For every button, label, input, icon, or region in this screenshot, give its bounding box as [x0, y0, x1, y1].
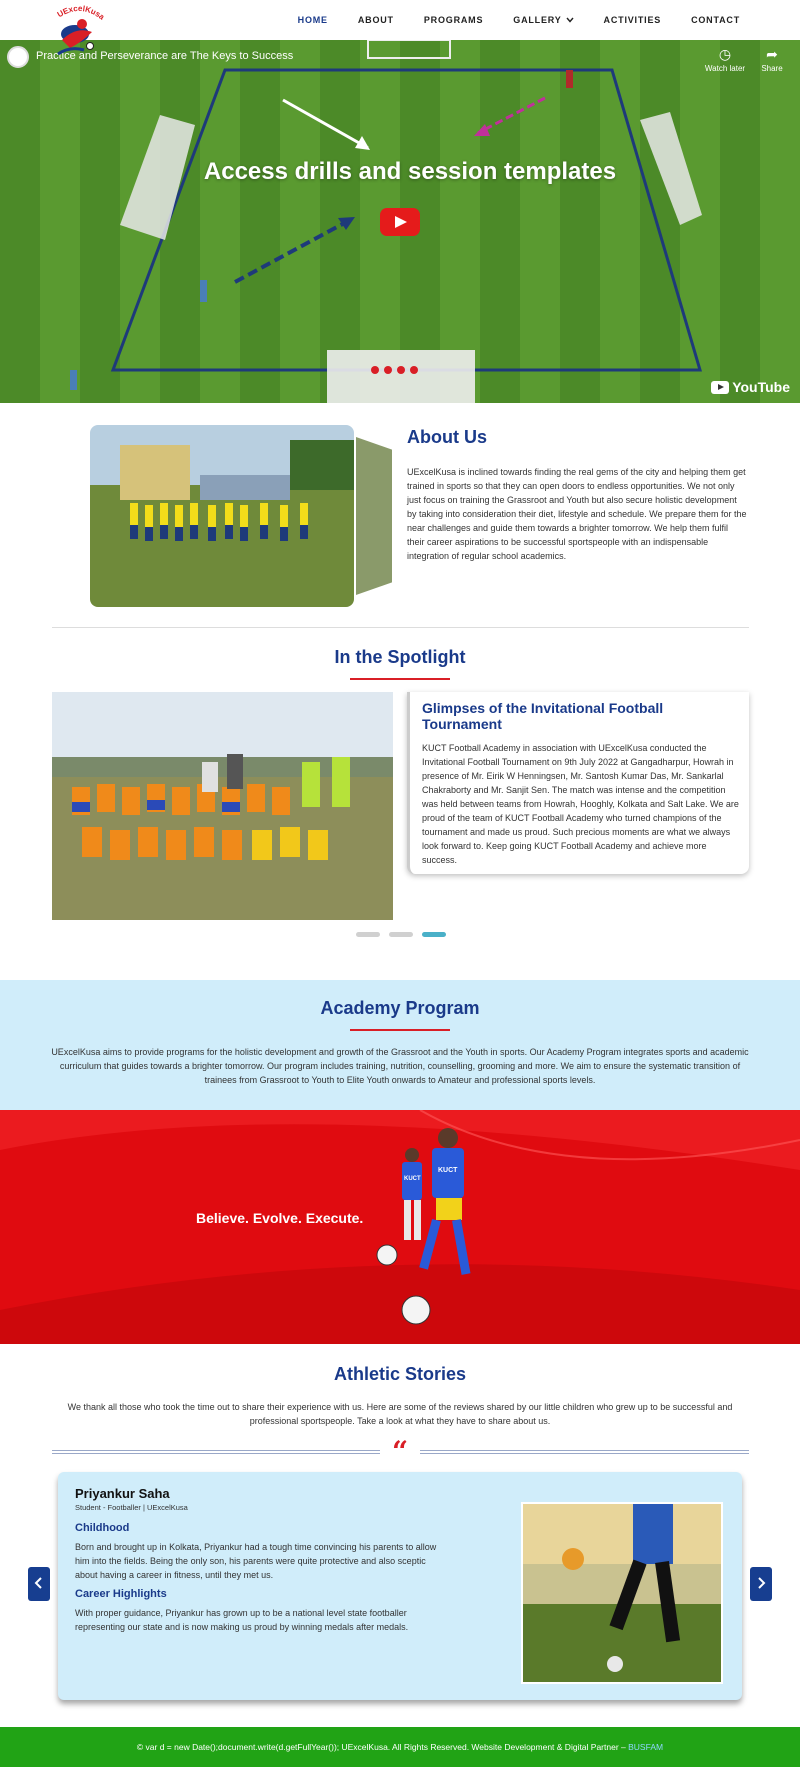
nav-home-label: HOME: [297, 15, 328, 25]
nav-activities[interactable]: [604, 15, 662, 25]
section-divider: [52, 627, 749, 628]
nav-contact[interactable]: [691, 15, 740, 25]
story-section2-text: With proper guidance, Priyankur has grown up to be a national level state footballer representing our state and is now making us proud by winning medals after medals.: [75, 1608, 409, 1632]
academy-heading: Academy Program: [320, 998, 480, 1018]
about-text: UExcelKusa is inclined towards finding the real gems of the city and helping them get trained in sports so that they can open doors to endless opportunities. We not only just focus on training the Grassroot and Youth but also secure holistic development by taking into consideration their diet, lifestyle and schedule. We prepare them for the near challenges and guide them towards a brighter tomorrow. We help them fulfil their career aspirations to be successful sportspeople with an indispensable integration of regular school academics.: [407, 467, 747, 561]
carousel-dots: [356, 932, 446, 937]
spotlight-card-text: KUCT Football Academy in association with UExcelKusa conducted the Invitational Football Tournament on 9th July 2022 at Gangadharpur, Howrah in presence of Mr. Eirik W Henningsen, Mr. Santosh Kumar Das, Mr. Sankarlal Chakraborty and Mr. Sanjit Sen. The match was intense and the competition was held between teams from Howrah, Hooghly, Kolkata and Salt Lake. We are proud of the team of KUCT Football Academy who turned champions of the tournament and made us proud. Such precious moments are what we always look forward to. Keep going KUCT Football Academy and achieve more success.: [422, 743, 739, 865]
nav-activities-label: ACTIVITIES: [603, 15, 662, 25]
story-card: [58, 1472, 742, 1700]
spotlight-underline: [350, 678, 450, 680]
spotlight-heading: In the Spotlight: [334, 647, 466, 667]
about-photo: [90, 425, 354, 607]
partner-link[interactable]: BUSFAM: [628, 1742, 664, 1752]
chevron-down-icon: [566, 15, 574, 25]
youtube-icon: [711, 381, 729, 394]
academy-underline: [350, 1029, 450, 1031]
about-photo-next: [356, 437, 392, 595]
play-button[interactable]: [380, 208, 420, 236]
share-button[interactable]: [742, 46, 800, 73]
story-section2-title: Career Highlights: [75, 1588, 167, 1600]
top-navbar: [0, 0, 800, 40]
stories-intro: We thank all those who took the time out to share their experience with us. Here are some of the reviews shared by our little children who grew up to be successful and professional sportspeople. Take a look at what they have to share about us.: [67, 1402, 733, 1426]
academy-text: UExcelKusa aims to provide programs for the holistic development and growth of the Grassroot and the Youth in sports. Our Academy Program integrates sports and academic curriculum that guides towards a brighter tomorrow. Our program includes training, nutrition, counselling, grooming and more. We aim to ensure the systematic transition of trainees from Grassroot to Youth to Elite Youth onwards to Amateur and professional sports levels.: [51, 1047, 749, 1085]
quote-rule-left: [52, 1450, 380, 1454]
carousel-dot-1[interactable]: [356, 932, 380, 937]
nav-contact-label: CONTACT: [691, 15, 740, 25]
jersey-text-big: KUCT: [438, 1167, 458, 1174]
share-icon: ➦: [766, 46, 778, 62]
nav-about[interactable]: [358, 15, 394, 25]
motto-banner: [0, 1110, 800, 1344]
footer: [0, 1727, 800, 1767]
video-title[interactable]: Practice and Perseverance are The Keys to Success: [36, 50, 294, 62]
nav-gallery[interactable]: [513, 15, 573, 25]
spotlight-card: [407, 692, 749, 874]
carousel-dot-3[interactable]: [422, 932, 446, 937]
story-next-button[interactable]: [750, 1567, 772, 1601]
channel-avatar[interactable]: [7, 46, 29, 68]
stories-heading: Athletic Stories: [333, 1364, 467, 1384]
quote-rule-right: [420, 1450, 749, 1454]
story-prev-button[interactable]: [28, 1567, 50, 1601]
banner-graphic: [0, 1110, 800, 1344]
about-heading: About Us: [407, 427, 487, 447]
video-embed[interactable]: [0, 40, 800, 403]
youtube-logo[interactable]: [711, 379, 790, 395]
site-logo[interactable]: [48, 2, 110, 64]
chevron-left-icon: [34, 1576, 44, 1592]
video-headline: Access drills and session templates: [203, 158, 617, 185]
watch-later-label: Watch later: [704, 64, 746, 73]
story-name: Priyankur Saha: [75, 1486, 170, 1501]
nav-home[interactable]: [298, 15, 328, 25]
story-section1-title: Childhood: [75, 1522, 130, 1534]
story-role: Student - Footballer | UExcelKusa: [75, 1503, 188, 1512]
jersey-text-small: KUCT: [404, 1176, 421, 1182]
chevron-right-icon: [756, 1576, 766, 1592]
spotlight-card-title: Glimpses of the Invitational Football Tournament: [422, 700, 664, 732]
banner-tagline: Believe. Evolve. Execute.: [196, 1210, 364, 1226]
clock-icon: ◷: [718, 46, 732, 62]
share-label: Share: [761, 64, 783, 73]
nav-about-label: ABOUT: [357, 15, 394, 25]
nav-gallery-label: GALLERY: [513, 15, 562, 25]
story-section1-text: Born and brought up in Kolkata, Priyankur had a tough time convincing his parents to allow him into the fields. Being the only son, his parents were quite protective and also sceptic about having a career in fitness, until they met us.: [75, 1542, 437, 1580]
nav-programs[interactable]: [424, 15, 483, 25]
carousel-dot-2[interactable]: [389, 932, 413, 937]
story-photo: [521, 1502, 723, 1684]
nav-programs-label: PROGRAMS: [423, 15, 484, 25]
youtube-brand: YouTube: [732, 379, 790, 395]
footer-text: © var d = new Date();document.write(d.getFullYear()); UExcelKusa. All Rights Reserved. Website Development & Digital Partner –: [136, 1742, 629, 1752]
logo-text: UExcelKusa: [55, 3, 107, 22]
quote-icon: “: [391, 1435, 409, 1468]
spotlight-photo: [52, 692, 393, 920]
main-menu: [298, 0, 740, 40]
